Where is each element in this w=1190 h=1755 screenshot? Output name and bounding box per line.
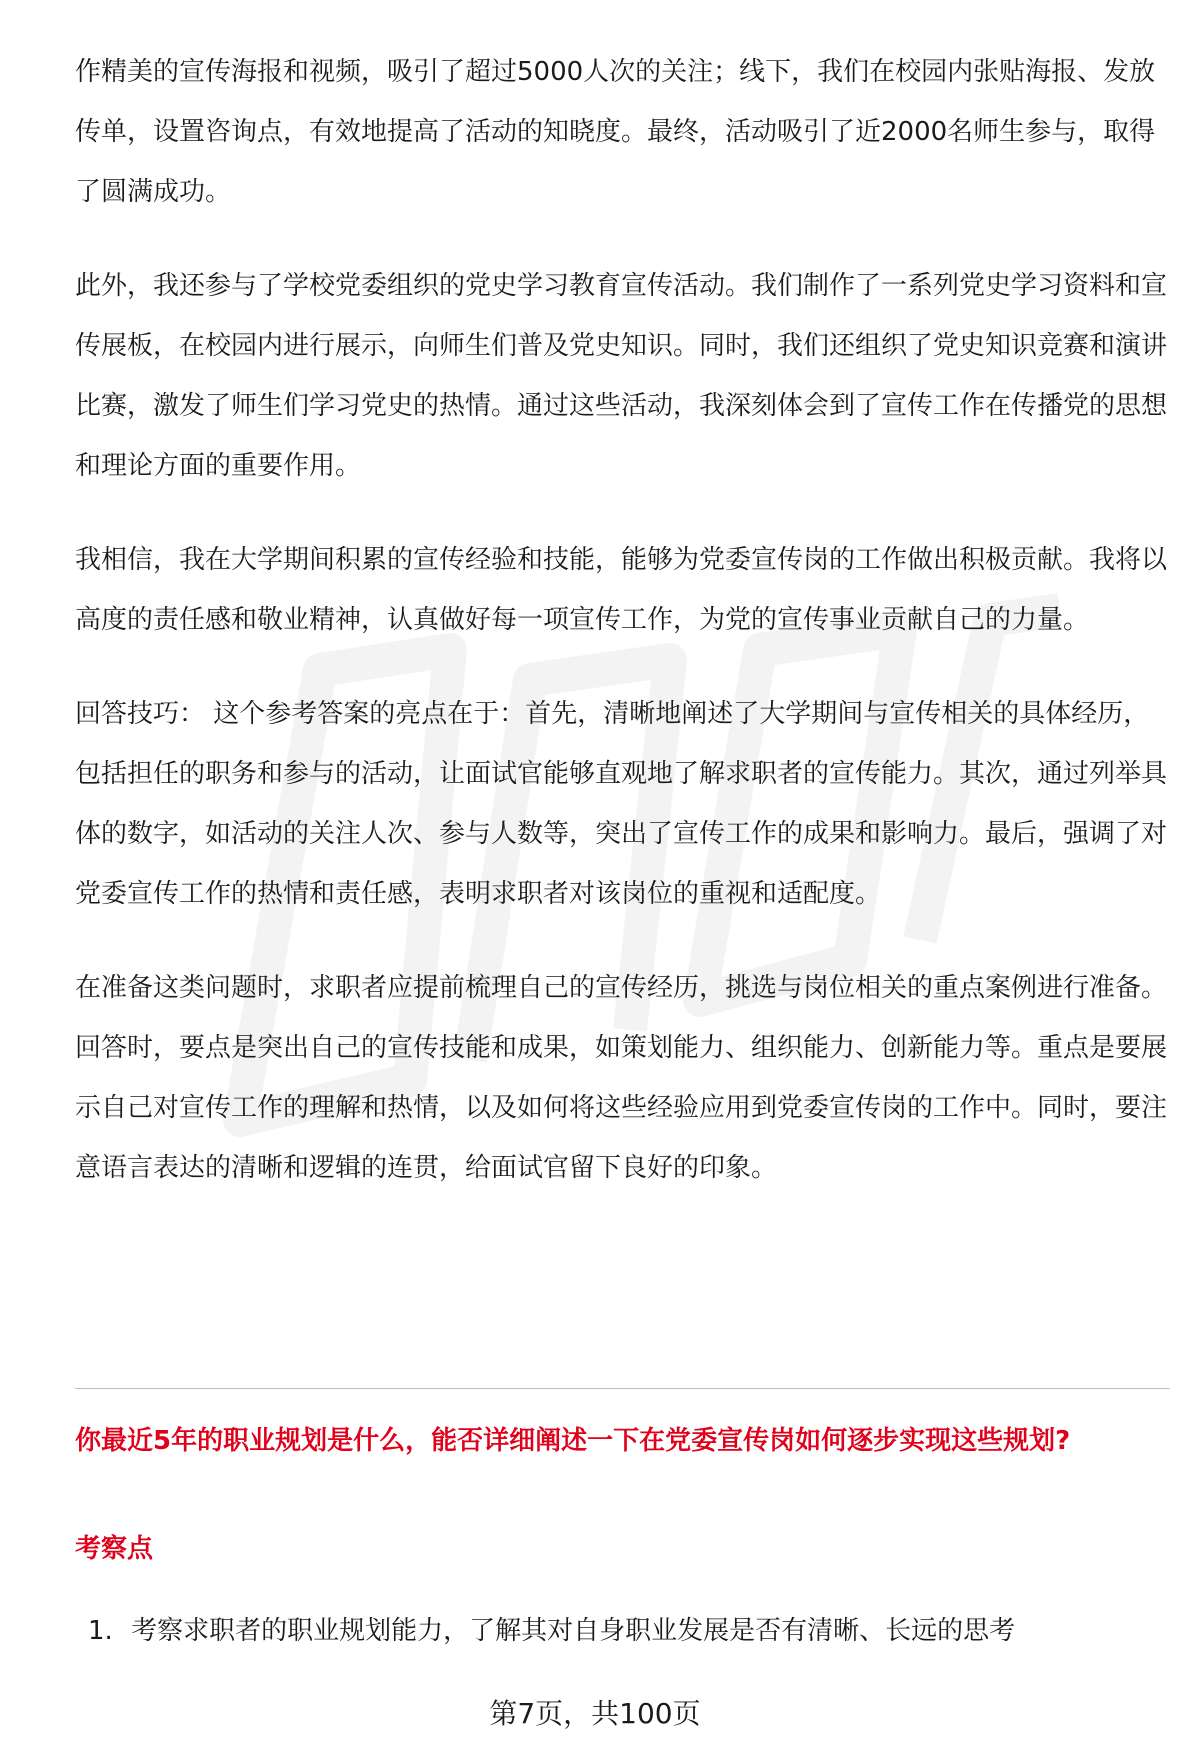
document-body [75, 42, 1175, 1232]
list-item-text: 考察求职者的职业规划能力，了解其对自身职业发展是否有清晰、长远的思考 [131, 1616, 1016, 1646]
list-item-number: 1. [88, 1616, 113, 1646]
list-item [88, 1608, 1168, 1654]
paragraph-3: 我相信，我在大学期间积累的宣传经验和技能，能够为党委宣传岗的工作做出积极贡献。我将以高度的责任感和敬业精神，认真做好每一项宣传工作，为党的宣传事业贡献自己的力量。 [75, 545, 1168, 635]
paragraph-2: 此外，我还参与了学校党委组织的党史学习教育宣传活动。我们制作了一系列党史学习资料和宣传展板，在校园内进行展示，向师生们普及党史知识。同时，我们还组织了党史知识竞赛和演讲比赛，激发了师生们学习党史的热情。通过这些活动，我深刻体会到了宣传工作在传播党的思想和理论方面的重要作用。 [75, 271, 1168, 481]
answer-tips-paragraph: 回答技巧： 这个参考答案的亮点在于：首先，清晰地阐述了大学期间与宣传相关的具体经历，包括担任的职务和参与的活动，让面试官能够直观地了解求职者的宣传能力。其次，通过列举具体的数字，如活动的关注人次、参与人数等，突出了宣传工作的成果和影响力。最后，强调了对党委宣传工作的热情和责任感，表明求职者对该岗位的重视和适配度。 [75, 699, 1168, 909]
preparation-advice-paragraph: 在准备这类问题时，求职者应提前梳理自己的宣传经历，挑选与岗位相关的重点案例进行准备。回答时，要点是突出自己的宣传技能和成果，如策划能力、组织能力、创新能力等。重点是要展示自己对宣传工作的理解和热情，以及如何将这些经验应用到党委宣传岗的工作中。同时，要注意语言表达的清晰和逻辑的连贯，给面试官留下良好的印象。 [75, 973, 1168, 1183]
section-divider [75, 1388, 1170, 1389]
assessment-points-heading: 考察点 [75, 1534, 154, 1564]
page-number-footer: 第7页，共100页 [489, 1697, 701, 1730]
interview-question-heading: 你最近5年的职业规划是什么，能否详细阐述一下在党委宣传岗如何逐步实现这些规划? [75, 1426, 1071, 1456]
paragraph-1: 作精美的宣传海报和视频，吸引了超过5000人次的关注；线下，我们在校园内张贴海报、发放传单，设置咨询点，有效地提高了活动的知晓度。最终，活动吸引了近2000名师生参与，取得了圆满成功。 [75, 57, 1156, 207]
